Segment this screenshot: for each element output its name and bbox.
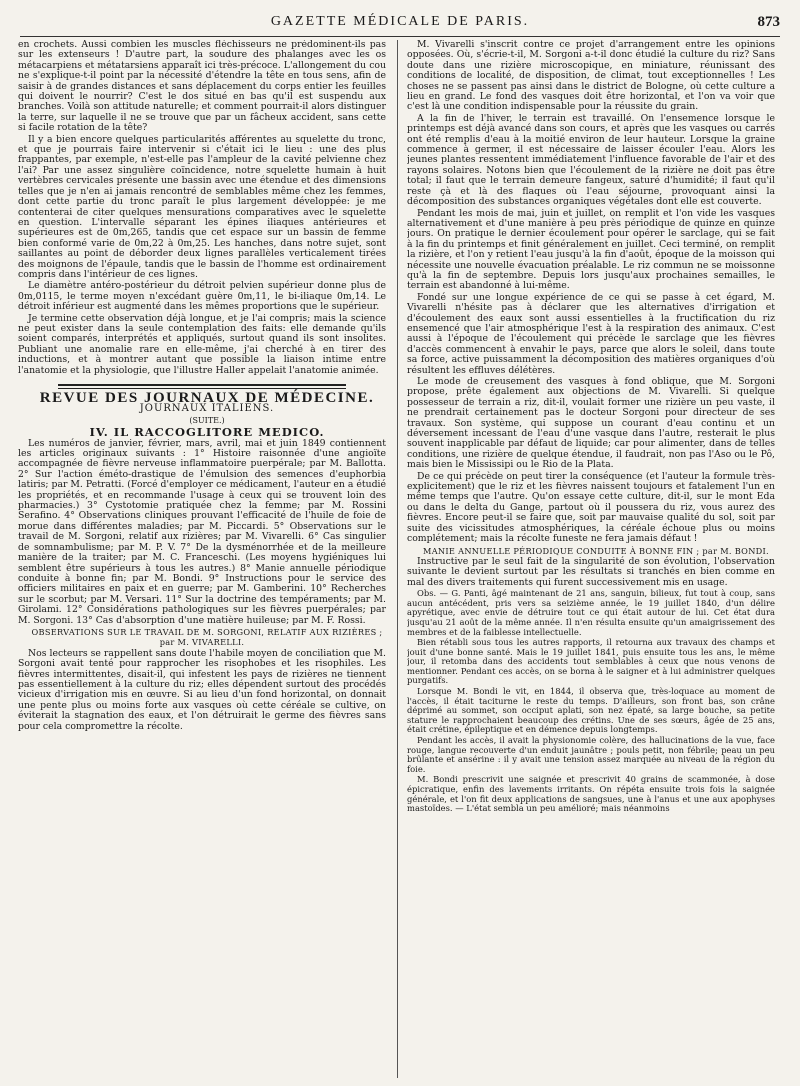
section-suite: (SUITE.) [189, 415, 225, 425]
articles-list-paragraph: Les numéros de janvier, février, mars, avril, mai et juin 1849 contiennent les articles originaux suivants : 1° Histoire raisonnée d'une angioïte accompagnée de fièvre nerveuse inflammatoire puerpérale; par M. Ballotta. 2° Sur l'action éméto-drastique de l'émulsion des semences d'euphorbia latiris; par M. Petratti. (Forcé d'employer ce médicament, l'auteur en a étudié les propriétés, et en recommande l'usage à ceux qui se trouvent loin des pharmacies.) 3° Cystotomie pratiquée chez la femme; par M. Rossini Serafino. 4° Observations cliniques prouvant l'efficacité de l'huile de foie de morue dans différentes maladies; par M. Piccardi. 5° Observations sur le travail de M. Sorgoni, relatif aux rizières; par M. Vivarelli. 6° Cas singulier de somnambulisme; par M. P. V. 7° De la dysménorrhée et de la meilleure manière de la traiter; par M. C. Franceschi. (Les moyens hygiéniques lui semblent être supérieurs à tous les autres.) 8° Manie annuelle périodique conduite à bonne fin; par M. Bondi. 9° Instructions pour le service des officiers militaires en paix et en guerre; par M. Gamberini. 10° Recherches sur le scorbut; par M. Versari. 11° Sur la doctrine des tempéraments; par M. Girolami. 12° Considérations pathologiques sur les fièvres puerpérales; par M. Sorgoni. 13° Cas d'absorption d'une matière huileuse; par M. F. Rossi. [18, 437, 386, 626]
section-divider-thin [58, 388, 346, 389]
body-paragraph: Le diamètre antéro-postérieur du détroit pelvien supérieur donne plus de 0m,0115, le terme moyen n'excédant guère 0m,11, le bi-iliaque 0m,14. Le détroit inférieur est augmenté dans les mêmes proportions que le supérieur. [18, 280, 386, 313]
observation-paragraph: Bien rétabli sous tous les autres rapports, il retourna aux travaux des champs et jouit d'une bonne santé. Mais le 19 juillet 1841, puis ensuite tous les ans, le même jour, il retomba dans des accidents tout semblables à ceux que nous venons de mentionner. Pendant ces accès, on se borna à le saigner et à lui administrer quelques purgatifs. [407, 637, 775, 686]
observation-paragraph: Obs. — G. Panti, âgé maintenant de 21 ans, sanguin, bilieux, fut tout à coup, sans aucun antécédent, pris vers sa seizième année, le 19 juillet 1840, d'un délire apyrétique, avec envie de détruire tout ce qui était autour de lui. Cet état dura jusqu'au 21 août de la même année. Il n'en résulta ensuite qu'un amaigrissement des membres et de la faiblesse intellectuelle. [407, 588, 775, 637]
body-paragraph: A la fin de l'hiver, le terrain est travaillé. On l'ensemence lorsque le printemps est déjà avancé dans son cours, et après que les vasques ou carrés ont été remplis d'eau à la moitié environ de leur hauteur. Lorsque la graine commence à germer, il est nécessaire de laisser écouler l'eau. Alors les jeunes plantes ressentent immédiatement l'influence favorable de l'air et des rayons solaires. Notons bien que l'écoulement de la rizière ne doit pas être total; il faut que le terrain demeure fangeux, saturé d'humidité; il faut qu'il reste çà et là des flaques où l'eau séjourne, provoquant ainsi la décomposition des substances organiques végétales dont elle est couverte. [407, 112, 775, 208]
body-paragraph: Instructive par le seul fait de la singularité de son évolution, l'observation suivante le devient surtout par les résultats si tranchés en bien comme en mal des divers traitements qui furent successivement mis en usage. [407, 555, 775, 588]
body-paragraph: Je termine cette observation déjà longue, et je l'ai compris; mais la science ne peut exister dans la seule contemplation des faits: elle demande qu'ils soient comparés, interprétés et appliqués, surtout quand ils sont insolites. Publiant une anomalie rare en elle-même, j'ai cherché à en tirer des inductions, et à montrer autant que possible la liaison intime entre l'anatomie et la physiologie, que l'illustre Haller appelait l'anatomie animée. [18, 312, 386, 376]
body-paragraph: Pendant les mois de mai, juin et juillet, on remplit et l'on vide les vasques alternativement et d'une manière à peu près périodique de quinze en quinze jours. On pratique le dernier écoulement pour opérer le sarclage, qui se fait à la fin du printemps et finit généralement en juillet. Ceci terminé, on remplit la rizière, et l'on y retient l'eau jusqu'à la fin d'août, époque de la moisson qui nécessite une nouvelle évacuation préalable. Le riz commun ne se moissonne qu'à la fin de septembre. Depuis lors jusqu'aux prochaines semailles, le terrain est abandonné à lui-même. [407, 207, 775, 292]
body-paragraph: en crochets. Aussi combien les muscles fléchisseurs ne prédominent-ils pas sur les extenseurs ! D'autre part, la soudure des phalanges avec les os métacarpiens et métatarsiens apparaît ici très-précoce. L'allongement du cou ne s'explique-t-il point par la nécessité d'étendre la tête en tous sens, afin de saisir à de grandes distances et sans déplacement du corps entier les feuilles qui doivent le nourrir? C'est le dos situé en bas qu'il est suspendu aux branches. Voilà son attitude naturelle; et comment pourrait-il alors distinguer la terre, sur laquelle il ne se trouve que par un fâcheux accident, sans cette si facile rotation de la tête? [18, 40, 386, 134]
section-title: REVUE DES JOURNAUX DE MÉDECINE. [39, 390, 375, 406]
body-paragraph: Le mode de creusement des vasques à fond oblique, que M. Sorgoni propose, prête également aux objections de M. Vivarelli. Si quelque possesseur de terrain a riz, dit-il, voulait former une rizière un peu vaste, il ne prendrait certainement pas le docteur Sorgoni pour directeur de ses travaux. Son système, qui suppose un courant d'eau continu et un déversement incessant de l'eau d'une vasque dans l'autre, resterait le plus souvent inapplicable par défaut de liquide; car pour alimenter, dans de telles conditions, une rizière de quelque étendue, il faudrait, non pas l'Aso ou le Pô, mais bien le Mississipi ou le Rio de la Plata. [407, 376, 775, 471]
page-header [20, 14, 780, 38]
journal-name-heading: IV. IL RACCOGLITORE MEDICO. [89, 425, 325, 440]
body-paragraph: M. Vivarelli s'inscrit contre ce projet d'arrangement entre les opinions opposées. Où, s'écrie-t-il, M. Sorgoni a-t-il donc étudié la culture du riz? Sans doute dans une rizière microscopique, en miniature, réunissant des conditions de localité, de disposition, de climat, tout exceptionnelles ! Les choses ne se passent pas ainsi dans le district de Bologne, où cette culture a lieu en grand. Le fond des vasques doit être horizontal, et l'on va voir que c'est là une condition indispensable pour la réussite du grain. [407, 40, 775, 113]
left-column [18, 40, 386, 1080]
body-paragraph: Fondé sur une longue expérience de ce qui se passe à cet égard, M. Vivarelli n'hésite pas à déclarer que les alternatives d'irrigation et d'écoulement des eaux sont aussi essentielles à la fructification du riz ensemencé que l'air atmosphérique l'est à la respiration des animaux. C'est aussi à l'époque de l'écoulement qui précède le sarclage que les fièvres d'accès commencent à envahir le pays, parce que alors le soleil, dans toute sa force, active puissamment la décomposition des matières organiques d'où résultent les effluves délétères. [407, 291, 775, 376]
column-divider [397, 40, 398, 1078]
journal-title: GAZETTE MÉDICALE DE PARIS. [270, 14, 530, 29]
subsection-heading: MANIE ANNUELLE PÉRIODIQUE CONDUITE À BONNE FIN ; par M. BONDI. [423, 545, 769, 556]
right-column [407, 40, 775, 1080]
subsection-heading: OBSERVATIONS SUR LE TRAVAIL DE M. SORGONI, RELATIF AUX RIZIÈRES ; par M. VIVARELLI. [31, 626, 383, 648]
observation-paragraph: Pendant les accès, il avait la physionomie colère, des hallucinations de la vue, face rouge, langue recouverte d'un enduit jaunâtre ; pouls petit, non fébrile; peau un peu brûlante et ansérine : il y avait une tension assez marquée au niveau de la région du foie. [407, 735, 775, 774]
body-paragraph: Nos lecteurs se rappellent sans doute l'habile moyen de conciliation que M. Sorgoni avait tenté pour rapprocher les risophobes et les risophiles. Les fièvres intermittentes, disait-il, qui infestent les pays de rizières ne tiennent pas essentiellement à la culture du riz; elles dépendent surtout des procédés vicieux d'irrigation mis en œuvre. Si au lieu d'un fond horizontal, on donnait une pente plus ou moins forte aux vasques où cette céréale se cultive, on éviterait la stagnation des eaux, et l'on détruirait le germe des fièvres sans pour cela compromettre la récolte. [18, 647, 386, 732]
section-divider-thick [58, 384, 346, 386]
header-rule [20, 36, 780, 37]
section-subtitle: JOURNAUX ITALIENS. [139, 403, 275, 415]
observation-paragraph: M. Bondi prescrivit une saignée et prescrivit 40 grains de scammonée, à dose épicratique, enfin des lavements irritants. On répéta ensuite trois fois la saignée générale, et l'on fit deux applications de sangsues, une à l'anus et une aux apophyses mastoïdes. — L'état sembla un peu amélioré; mais néanmoins [407, 774, 775, 814]
observation-paragraph: Lorsque M. Bondi le vit, en 1844, il observa que, très-loquace au moment de l'accès, il était taciturne le reste du temps. D'ailleurs, son front bas, son crâne déprimé au sommet, son occiput aplati, son nez épaté, sa large bouche, sa petite stature le rapprochaient beaucoup des crétins. Une de ses sœurs, âgée de 25 ans, était crétine, épileptique et en démence depuis longtemps. [407, 686, 775, 735]
page-number: 873 [757, 14, 780, 30]
body-paragraph: De ce qui précède on peut tirer la conséquence (et l'auteur la formule très-explicitement) que le riz et les fièvres naissent toujours et fatalement l'un en même temps que l'autre. Qu'on essaye cette culture, dit-il, sur le mont Eda ou dans le delta du Gange, partout où il poussera du riz, vous aurez des fièvres. Encore peut-il se faire que, soit par mauvaise qualité du sol, soit par suite des vicissitudes atmosphériques, la céréale échoue plus ou moins complétement; mais la récolte funeste ne fera jamais défaut ! [407, 470, 775, 545]
body-paragraph: Il y a bien encore quelques particularités afférentes au squelette du tronc, et que je pourrais faire intervenir si c'était ici le lieu : une des plus frappantes, par exemple, n'est-elle pas l'ampleur de la cavité pelvienne chez l'ai? Par une assez singulière coïncidence, notre squelette humain à huit vertèbres cervicales présente une bassin avec une étendue et des dimensions telles que je n'en ai jamais rencontré de semblables même chez les femmes, dont cette partie du tronc paraît le plus largement développée: je me contenterai de citer quelques mensurations comparatives avec le squelette en question. L'intervalle séparant les épines iliaques antérieures et supérieures est de 0m,265, tandis que cet espace sur un bassin de femme bien conformé varie de 0m,22 à 0m,25. Les hanches, dans notre sujet, sont saillantes au point de déborder deux lignes parallèles verticalement tirées des moignons de l'épaule, tandis que le bassin de l'homme est ordinairement compris dans l'intérieur de ces lignes. [18, 133, 386, 280]
